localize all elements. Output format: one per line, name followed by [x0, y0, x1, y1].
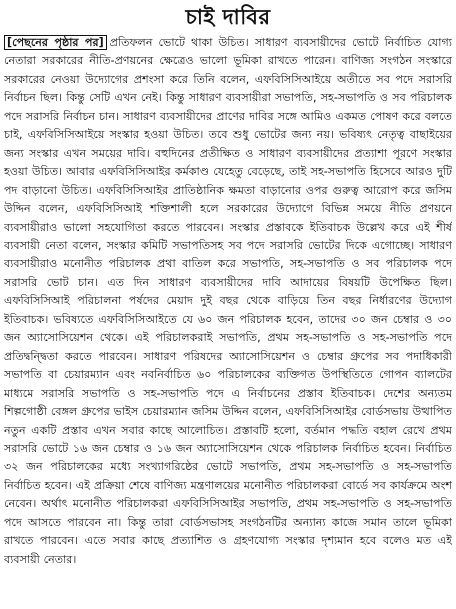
continued-from-tag: [পেছনের পৃষ্ঠার পর]	[4, 35, 107, 50]
headline: চাই দাবির	[185, 5, 271, 29]
news-clipping	[4, 2, 452, 606]
article-body	[4, 34, 452, 569]
article-text: প্রতিফলন ভোটে থাকা উচিত। সাধারণ ব্যবসায়ীদের ভোটে নির্বাচিত যোগ্য নেতারা সরকারের নীতি-প্রণয়নের ক্ষেত্রেও ভালো ভূমিকা রাখতে পারেন। বাণিজ্য সংগঠন সংস্কারে সরকারের নেওয়া উদ্যোগের প্রশংসা করে তিনি বলেন, এফবিসিসিআইয়ে অতীতে সব পদে সরাসরি নির্বাচন ছিল। কিন্তু সেটি এখন নেই। কিন্তু সাধারণ ব্যবসায়ীরা সভাপতি, সহ-সভাপতি ও সব পরিচালক পদে সরাসরি নির্বাচন চান। সাধারণ ব্যবসায়ীদের প্রাণের দাবির সঙ্গে আমিও একমত পোষণ করে বলতে চাই, এফবিসিসিআইয়ে সংস্কার হওয়া উচিত। তবে শুধু ভোটের জন্য নয়। ভবিষ্যৎ নেতৃত্ব বাছাইয়ের জন্য সংস্কার এখন সময়ের দাবি। বহুদিনের প্রতীক্ষিত ও সাধারণ ব্যবসায়ীদের প্রত্যাশা পূরণে সংস্কার হওয়া উচিত। আবার এফবিসিসিআইর কর্মকাণ্ড যেহেতু বেড়েছে, তাই সহ-সভাপতি হিসেবে আরও দুটি পদ বাড়ানো উচিত। এফবিসিসিআইর প্রাতিষ্ঠানিক ক্ষমতা বাড়ানোর ওপর গুরুত্ব আরোপ করে জসিম উদ্দিন বলেন, এফবিসিসিআই শক্তিশালী হলে সরকারের উদ্যোগে বিভিন্ন সময়ে নীতি প্রণয়নে ব্যবসায়ীরাও ভালো সহযোগিতা করতে পারবেন। সংস্কার প্রস্তাবকে ইতিবাচক উল্লেখ করে এই শীর্ষ ব্যবসায়ী নেতা বলেন, সংস্কার কমিটি সভাপতিসহ সব পদে সরাসরি ভোটের দিকে এগোচ্ছে। সাধারণ ব্যবসায়ীরাও মনোনীত পরিচালক প্রথা বাতিল করে সভাপতি, সহ-সভাপতি ও সব পরিচালক পদে সরাসরি ভোট চান। এত দিন সাধারণ ব্যবসায়ীদের দাবি আদায়ের বিষয়টি উপেক্ষিত ছিল। এফবিসিসিআই পরিচালনা পর্ষদের মেয়াদ দুই বছর থেকে বাড়িয়ে তিন বছর নির্ধারণের উদ্যোগ ইতিবাচক। ভবিষ্যতে এফবিসিসিআইতে যে ৬০ জন পরিচালক হবেন, তাদের ৩০ জন চেম্বার ও ৩০ জন অ্যাসোসিয়েশন থেকে। এই পরিচালকরাই সভাপতি, প্রথম সহ-সভাপতি ও সহ-সভাপতি পদে প্রতিদ্বন্দ্বিতা করতে পারবেন। সাধারণ পরিষদের অ্যাসোসিয়েশন ও চেম্বার গ্রুপের সব পদাধিকারী সভাপতি বা চেয়ারম্যান এবং নবনির্বাচিত ৬০ পরিচালকের ব্যক্তিগত উপস্থিতিতে গোপন ব্যালটের মাধ্যমে সরাসরি সভাপতি ও সহ-সভাপতি পদে এ নির্বাচনের প্রস্তাব ইতিবাচক। দেশের অন্যতম শিল্পগোষ্ঠী বেঙ্গল গ্রুপের ভাইস চেয়ারম্যান জসিম উদ্দিন বলেন, এফবিসিসিআইর বোর্ডসভায় উত্থাপিত নতুন একটি প্রস্তাব এখন সবার কাছে আলোচিত। প্রস্তাবটি হলো, বর্তমান পদ্ধতি বহাল রেখে প্রথম সরাসরি ভোটে ১৬ জন চেম্বার ও ১৬ জন অ্যাসোসিয়েশন থেকে পরিচালক নির্বাচিত হবেন। নির্বাচিত ৩২ জন পরিচালকের মধ্যে সংখ্যাগরিষ্ঠের ভোটে সভাপতি, প্রথম সহ-সভাপতি ও সহ-সভাপতি নির্বাচিত হবেন। এই প্রক্রিয়া শেষে বাণিজ্য মন্ত্রণালয়ের মনোনীত পরিচালকরা বোর্ডে সব কার্যক্রমে অংশ নেবেন। অর্থাৎ মনোনীত পরিচালকরা এফবিসিসিআইর সভাপতি, প্রথম সহ-সভাপতি ও সহ-সভাপতি পদে আসতে পারবেন না। কিন্তু তারা বোর্ডসভাসহ সংগঠনটির অন্যান্য কাজে সমান তালে ভূমিকা রাখতে পারবেন। এতে সবার কাছে প্রত্যাশিত ও গ্রহণযোগ্য সংস্কার দৃশ্যমান হবে বলেও মত এই ব্যবসায়ী নেতার।	[4, 36, 452, 566]
